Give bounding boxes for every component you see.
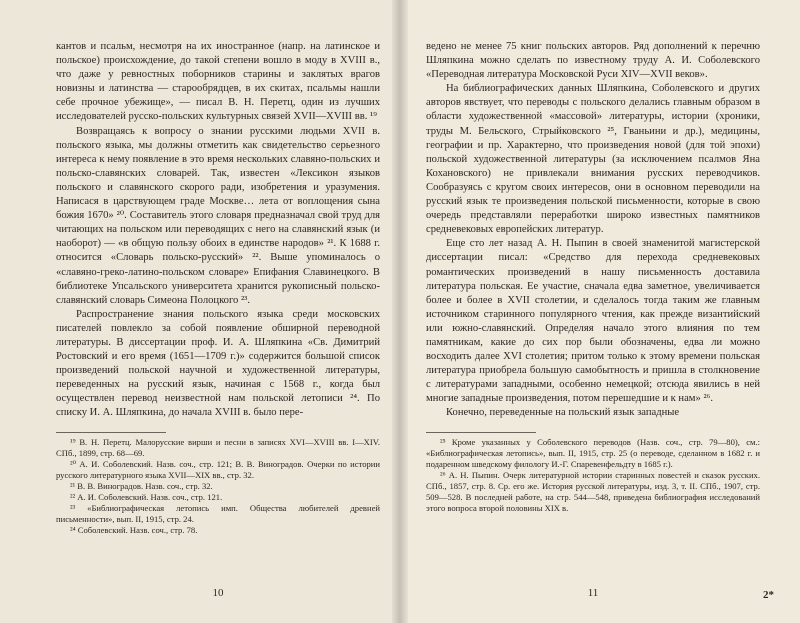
right-page-number: 11 <box>587 587 599 599</box>
right-footnotes <box>426 437 760 515</box>
footnote-22: ²² А. И. Соболевский. Назв. соч., стр. 121. <box>70 492 223 502</box>
right-page <box>400 0 800 623</box>
footnote-25: ²⁵ Кроме указанных у Соболевского переводов (Назв. соч., стр. 79—80), см.: «Библиографическая летопись», вып. II, 1915, стр. 25 (о переводе, сделанном в 1682 г. и подаренном шведскому филологу И.-Г. Спаревенфельдту в 1685 г.). <box>426 436 760 469</box>
book-gutter <box>392 0 408 623</box>
footnote-20: ²⁰ А. И. Соболевский. Назв. соч., стр. 121; В. В. Виноградов. Очерки по истории русского литературного языка XVII—XIX вв., стр. 32. <box>56 458 380 480</box>
left-paragraph-2: Возвращаясь к вопросу о знании русскими людьми XVII в. польского языка, мы должны отметить как свидетельство серьезного интереса к нему появление в это время нескольких славяно-польских и польско-славянских словарей. Так, известен «Лексикон языков польского и славянского скорого ради, изобретения и уразумения. Написася в царствующем граде Москве… лета от воплощения сына божия 1670» ²⁰. Составитель этого словаря предназначал свой труд для читающих на польском или переводящих с него на славянский язык (и наоборот) — «в общую пользу обоих в единстве народов» ²¹. К 1688 г. относится «Словарь польско-русский» ²². Выше упоминалось о «славяно-греко-латино-польском словаре» Епифания Славинецкого. В библиотеке Упсальского университета хранится рукописный польско-славянский словарь Симеона Полоцкого ²³. <box>56 125 380 306</box>
footnote-21: ²¹ В. В. Виноградов. Назв. соч., стр. 32. <box>70 480 213 491</box>
right-paragraph-2: На библиографических данных Шляпкина, Соболевского и других авторов явствует, что переводы с польского делались главным образом в области художественной «массовой» литературы, истории (хроники, труды М. Бельского, Стрыйковского ²⁵, Гваньини и др.), медицины, географии и пр. Характерно, что произведения новой (для той эпохи) польской художественной литературы (за исключением псалмов Яна Кохановского) не привлекали внимания русских переводчиков. Сообразуясь с кругом своих интересов, они в основном переводили на русский язык те произведения польской письменности, которые в свою очередь представляли переработки широко известных памятников средневековых европейских литератур. <box>426 83 760 236</box>
footnote-19: ¹⁹ В. Н. Перетц. Малорусские вирши и песни в записях XVI—XVIII вв. I—XIV. СПб., 1899, стр. 68—69. <box>56 436 380 458</box>
left-body <box>56 40 380 421</box>
right-paragraph-1: ведено не менее 75 книг польских авторов. Ряд дополнений к перечню Шляпкина можно сделать по известному труду А. И. Соболевского «Переводная литература Московской Руси XIV—XVII веков». <box>426 41 760 81</box>
footnote-separator <box>56 432 166 433</box>
left-page-number: 10 <box>212 587 224 599</box>
footnote-24: ²⁴ Соболевский. Назв. соч., стр. 78. <box>70 525 198 536</box>
right-paragraph-3: Еще сто лет назад А. Н. Пыпин в своей знаменитой магистерской диссертации писал: «Средство для перехода средневековых романтических произведений в нашу письменность доставила литература польская. Ее участие, сначала едва заметное, увеличивается более и более в XVII столетии, и сделалось тогда таким же главным источником старинного популярного чтения, как прежде византийский или южно-славянский. Определяя начало этого влияния по тем памятникам, какие до сих пор были обозначены, едва ли можно восходить далее XVI столетия; притом только к этому времени польская литература приобрела большую самобытность и пришла в столкновение с литературами западными, особенно немецкой; отсюда явились в ней многие западные произведения, потом перешедшие и к нам» ²⁶. <box>426 238 760 405</box>
left-footnotes <box>56 437 380 537</box>
left-paragraph-3: Распространение знания польского языка среди московских писателей повлекло за собой появление обширной переводной литературы. В диссертации проф. И. А. Шляпкина «Св. Димитрий Ростовский и его время (1651—1709 г.)» содержится большой список произведений польской научной и художественной литературы, переведенных на русский язык, начиная с 1568 г., когда был осуществлен перевод неизвестной нам польской летописи ²⁴. По списку И. А. Шляпкина, до начала XVIII в. было пере- <box>56 308 380 419</box>
footnote-23: ²³ «Библиографическая летопись имп. Общества любителей древней письменности», вып. II, 1915, стр. 24. <box>56 503 380 525</box>
footnote-separator <box>426 432 536 433</box>
right-body <box>426 40 760 421</box>
left-paragraph-1: кантов и псальм, несмотря на их иностранное (напр. на латинское и польское) происхождение, до такой степени вошло в моду в XVIII в., что даже у ревностных поборников старины и заклятых врагов новизны и латинства — старообрядцев, в их скитах, псальмы нашли себе прочное убежище», — писал В. Н. Перетц, один из лучших исследователей русско-польских культурных связей XVII—XVIII вв. ¹⁹ <box>56 41 380 123</box>
footnote-26: ²⁶ А. Н. Пыпин. Очерк литературной истории старинных повестей и сказок русских. СПб., 1857, стр. 8. Ср. его же. История русской литературы, изд. 3, т. II. СПб., 1907, стр. 509—528. В последней работе, на стр. 544—548, приведена библиография исследований этого вопроса второй половины XIX в. <box>426 469 760 514</box>
signature-mark: 2* <box>763 589 774 601</box>
right-paragraph-4: Конечно, переведенные на польский язык западные <box>446 407 680 419</box>
